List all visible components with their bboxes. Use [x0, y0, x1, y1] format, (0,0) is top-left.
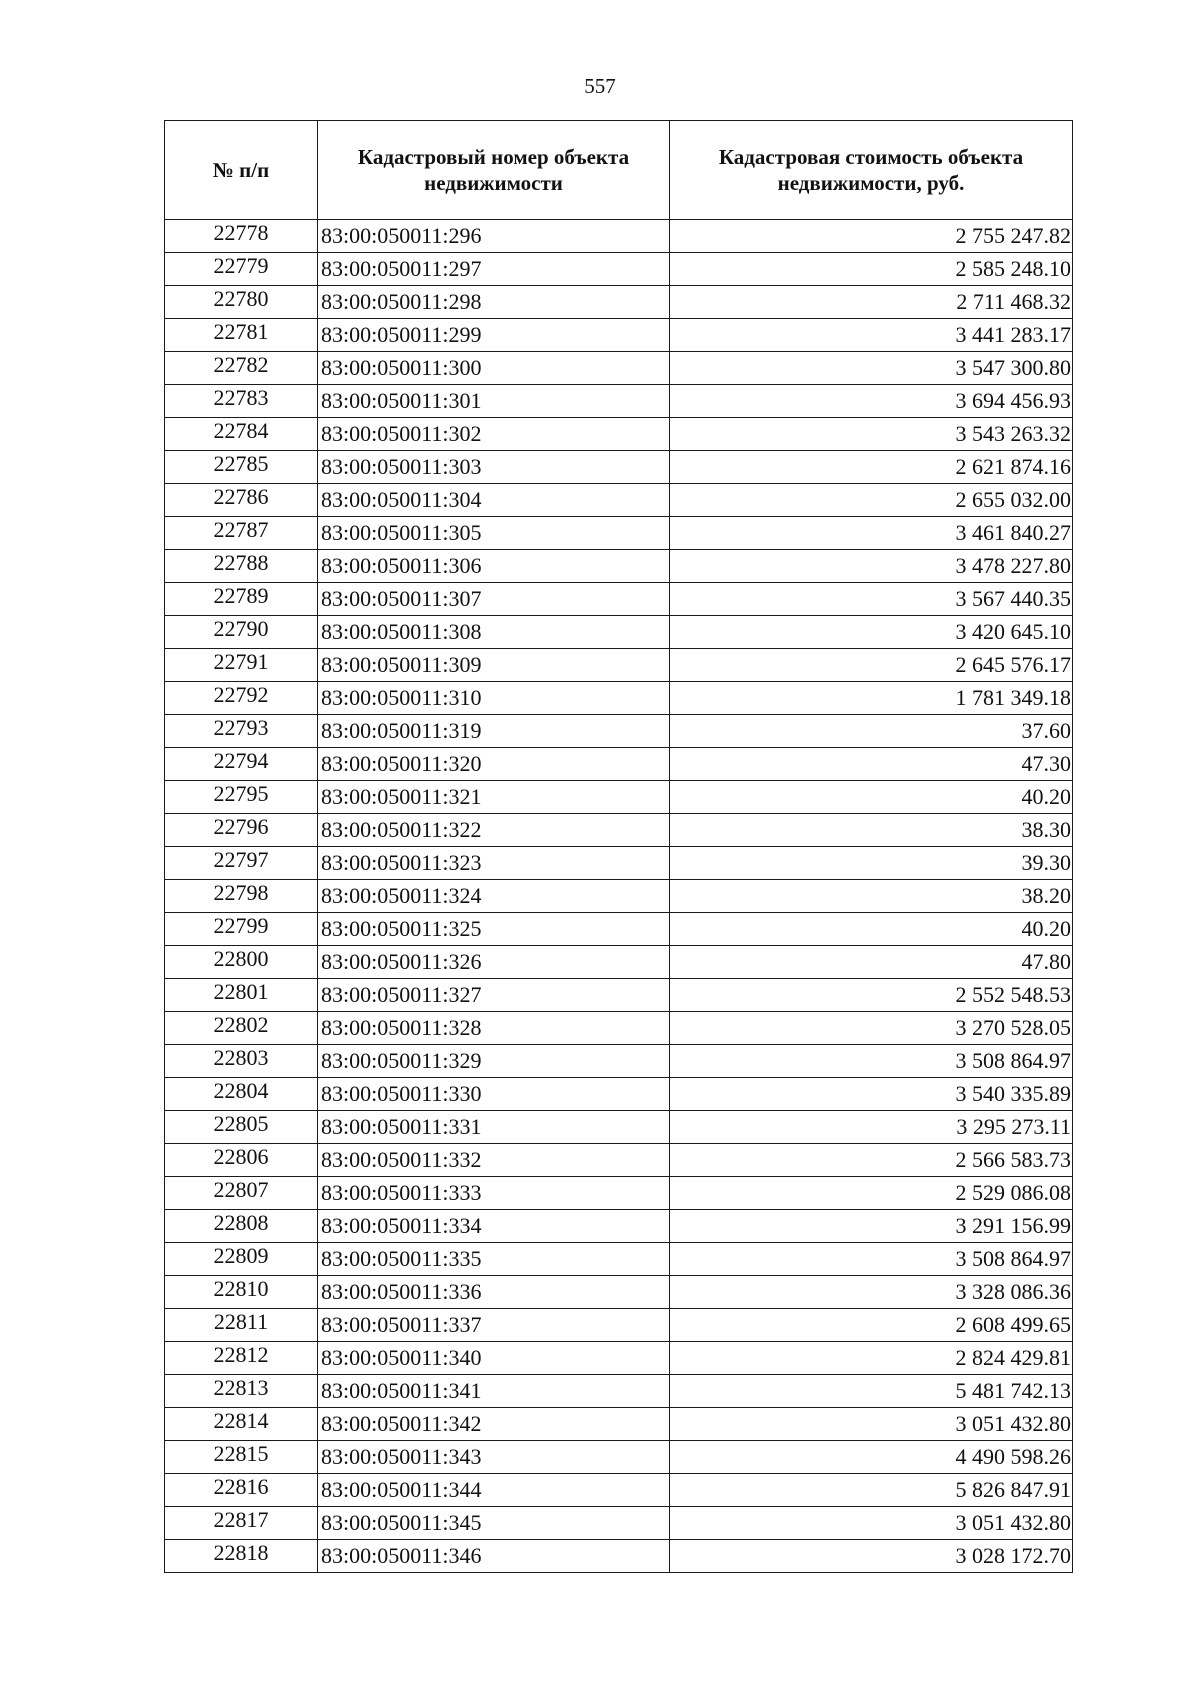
cadastral-value-cell: 40.20 — [670, 913, 1073, 946]
cadastral-value-cell: 3 295 273.11 — [670, 1111, 1073, 1144]
cadastral-number-cell: 83:00:050011:319 — [318, 715, 670, 748]
table-row — [165, 1177, 1073, 1210]
row-number-cell: 22817 — [165, 1507, 318, 1540]
cadastral-value-cell: 3 694 456.93 — [670, 385, 1073, 418]
cadastral-value-cell: 2 552 548.53 — [670, 979, 1073, 1012]
cadastral-number-cell: 83:00:050011:308 — [318, 616, 670, 649]
table-row — [165, 1408, 1073, 1441]
table-row — [165, 1441, 1073, 1474]
cadastral-number-cell: 83:00:050011:325 — [318, 913, 670, 946]
cadastral-value-cell: 3 270 528.05 — [670, 1012, 1073, 1045]
cadastral-value-cell: 3 051 432.80 — [670, 1507, 1073, 1540]
table-row — [165, 1375, 1073, 1408]
table-row — [165, 451, 1073, 484]
table-row — [165, 1243, 1073, 1276]
cadastral-value-cell: 5 826 847.91 — [670, 1474, 1073, 1507]
row-number-cell: 22809 — [165, 1243, 318, 1276]
cadastral-value-cell: 2 529 086.08 — [670, 1177, 1073, 1210]
cadastral-value-cell: 2 824 429.81 — [670, 1342, 1073, 1375]
cadastral-number-cell: 83:00:050011:309 — [318, 649, 670, 682]
table-row — [165, 781, 1073, 814]
row-number-cell: 22805 — [165, 1111, 318, 1144]
cadastral-number-cell: 83:00:050011:306 — [318, 550, 670, 583]
cadastral-number-cell: 83:00:050011:307 — [318, 583, 670, 616]
row-number-cell: 22813 — [165, 1375, 318, 1408]
table-body — [165, 220, 1073, 1573]
cadastral-number-cell: 83:00:050011:327 — [318, 979, 670, 1012]
cadastral-number-cell: 83:00:050011:333 — [318, 1177, 670, 1210]
table-row — [165, 1111, 1073, 1144]
row-number-cell: 22785 — [165, 451, 318, 484]
header-row-number: № п/п — [165, 121, 318, 220]
page-number: 557 — [584, 74, 616, 98]
table-row — [165, 583, 1073, 616]
row-number-cell: 22810 — [165, 1276, 318, 1309]
row-number-cell: 22786 — [165, 484, 318, 517]
cadastral-number-cell: 83:00:050011:302 — [318, 418, 670, 451]
cadastral-value-cell: 2 711 468.32 — [670, 286, 1073, 319]
row-number-cell: 22793 — [165, 715, 318, 748]
row-number-cell: 22807 — [165, 1177, 318, 1210]
table-row — [165, 1144, 1073, 1177]
row-number-cell: 22802 — [165, 1012, 318, 1045]
cadastral-value-cell: 4 490 598.26 — [670, 1441, 1073, 1474]
cadastral-number-cell: 83:00:050011:300 — [318, 352, 670, 385]
cadastral-value-cell: 2 621 874.16 — [670, 451, 1073, 484]
cadastral-value-cell: 3 028 172.70 — [670, 1540, 1073, 1573]
table-row — [165, 814, 1073, 847]
table-row — [165, 1309, 1073, 1342]
row-number-cell: 22797 — [165, 847, 318, 880]
row-number-cell: 22779 — [165, 253, 318, 286]
cadastral-value-cell: 3 478 227.80 — [670, 550, 1073, 583]
table-row — [165, 1276, 1073, 1309]
cadastral-value-cell: 3 461 840.27 — [670, 517, 1073, 550]
cadastral-number-cell: 83:00:050011:343 — [318, 1441, 670, 1474]
cadastral-value-cell: 2 585 248.10 — [670, 253, 1073, 286]
row-number-cell: 22798 — [165, 880, 318, 913]
cadastral-value-cell: 47.30 — [670, 748, 1073, 781]
row-number-cell: 22789 — [165, 583, 318, 616]
row-number-cell: 22792 — [165, 682, 318, 715]
cadastral-number-cell: 83:00:050011:334 — [318, 1210, 670, 1243]
cadastral-number-cell: 83:00:050011:323 — [318, 847, 670, 880]
table-row — [165, 319, 1073, 352]
cadastral-value-cell: 3 508 864.97 — [670, 1045, 1073, 1078]
cadastral-number-cell: 83:00:050011:331 — [318, 1111, 670, 1144]
table-row — [165, 1012, 1073, 1045]
cadastral-number-cell: 83:00:050011:335 — [318, 1243, 670, 1276]
cadastral-number-cell: 83:00:050011:344 — [318, 1474, 670, 1507]
row-number-cell: 22818 — [165, 1540, 318, 1573]
table-row — [165, 385, 1073, 418]
table-row — [165, 220, 1073, 253]
cadastral-number-cell: 83:00:050011:346 — [318, 1540, 670, 1573]
row-number-cell: 22795 — [165, 781, 318, 814]
cadastral-number-cell: 83:00:050011:336 — [318, 1276, 670, 1309]
cadastral-number-cell: 83:00:050011:305 — [318, 517, 670, 550]
row-number-cell: 22808 — [165, 1210, 318, 1243]
row-number-cell: 22782 — [165, 352, 318, 385]
table-header — [165, 121, 1073, 220]
table-row — [165, 352, 1073, 385]
row-number-cell: 22784 — [165, 418, 318, 451]
table-row — [165, 616, 1073, 649]
table-row — [165, 1078, 1073, 1111]
cadastral-value-table — [164, 120, 1073, 1573]
table-row — [165, 1540, 1073, 1573]
table-row — [165, 1342, 1073, 1375]
cadastral-value-cell: 2 566 583.73 — [670, 1144, 1073, 1177]
table-row — [165, 484, 1073, 517]
table-row — [165, 946, 1073, 979]
row-number-cell: 22815 — [165, 1441, 318, 1474]
row-number-cell: 22814 — [165, 1408, 318, 1441]
cadastral-value-cell: 3 328 086.36 — [670, 1276, 1073, 1309]
row-number-cell: 22803 — [165, 1045, 318, 1078]
table-row — [165, 550, 1073, 583]
cadastral-number-cell: 83:00:050011:324 — [318, 880, 670, 913]
table-row — [165, 847, 1073, 880]
table-row — [165, 418, 1073, 451]
cadastral-value-cell: 37.60 — [670, 715, 1073, 748]
cadastral-number-cell: 83:00:050011:321 — [318, 781, 670, 814]
cadastral-number-cell: 83:00:050011:340 — [318, 1342, 670, 1375]
cadastral-number-cell: 83:00:050011:328 — [318, 1012, 670, 1045]
cadastral-number-cell: 83:00:050011:326 — [318, 946, 670, 979]
table-row — [165, 748, 1073, 781]
cadastral-value-cell: 2 755 247.82 — [670, 220, 1073, 253]
cadastral-value-cell: 3 547 300.80 — [670, 352, 1073, 385]
cadastral-value-cell: 40.20 — [670, 781, 1073, 814]
cadastral-number-cell: 83:00:050011:320 — [318, 748, 670, 781]
cadastral-number-cell: 83:00:050011:296 — [318, 220, 670, 253]
cadastral-value-cell: 3 441 283.17 — [670, 319, 1073, 352]
cadastral-number-cell: 83:00:050011:330 — [318, 1078, 670, 1111]
row-number-cell: 22806 — [165, 1144, 318, 1177]
header-cadastral-number: Кадастровый номер объекта недвижимости — [318, 121, 670, 220]
row-number-cell: 22796 — [165, 814, 318, 847]
row-number-cell: 22811 — [165, 1309, 318, 1342]
table-row — [165, 715, 1073, 748]
table-row — [165, 979, 1073, 1012]
cadastral-number-cell: 83:00:050011:329 — [318, 1045, 670, 1078]
row-number-cell: 22804 — [165, 1078, 318, 1111]
table-row — [165, 913, 1073, 946]
table-row — [165, 649, 1073, 682]
cadastral-number-cell: 83:00:050011:299 — [318, 319, 670, 352]
table-row — [165, 517, 1073, 550]
table-row — [165, 682, 1073, 715]
cadastral-number-cell: 83:00:050011:301 — [318, 385, 670, 418]
row-number-cell: 22801 — [165, 979, 318, 1012]
row-number-cell: 22788 — [165, 550, 318, 583]
row-number-cell: 22794 — [165, 748, 318, 781]
table-row — [165, 1507, 1073, 1540]
row-number-cell: 22799 — [165, 913, 318, 946]
row-number-cell: 22787 — [165, 517, 318, 550]
cadastral-number-cell: 83:00:050011:310 — [318, 682, 670, 715]
header-row — [165, 121, 1073, 220]
row-number-cell: 22783 — [165, 385, 318, 418]
cadastral-number-cell: 83:00:050011:298 — [318, 286, 670, 319]
cadastral-number-cell: 83:00:050011:322 — [318, 814, 670, 847]
row-number-cell: 22791 — [165, 649, 318, 682]
cadastral-value-cell: 3 420 645.10 — [670, 616, 1073, 649]
cadastral-number-cell: 83:00:050011:337 — [318, 1309, 670, 1342]
cadastral-value-cell: 3 540 335.89 — [670, 1078, 1073, 1111]
row-number-cell: 22812 — [165, 1342, 318, 1375]
cadastral-value-cell: 3 543 263.32 — [670, 418, 1073, 451]
row-number-cell: 22816 — [165, 1474, 318, 1507]
row-number-cell: 22800 — [165, 946, 318, 979]
row-number-cell: 22781 — [165, 319, 318, 352]
table-row — [165, 253, 1073, 286]
table-row — [165, 1045, 1073, 1078]
cadastral-value-cell: 5 481 742.13 — [670, 1375, 1073, 1408]
cadastral-value-cell: 3 051 432.80 — [670, 1408, 1073, 1441]
row-number-cell: 22778 — [165, 220, 318, 253]
cadastral-value-cell: 38.30 — [670, 814, 1073, 847]
cadastral-value-cell: 2 608 499.65 — [670, 1309, 1073, 1342]
cadastral-value-cell: 2 655 032.00 — [670, 484, 1073, 517]
cadastral-value-cell: 3 291 156.99 — [670, 1210, 1073, 1243]
cadastral-number-cell: 83:00:050011:345 — [318, 1507, 670, 1540]
cadastral-value-cell: 39.30 — [670, 847, 1073, 880]
cadastral-value-cell: 47.80 — [670, 946, 1073, 979]
header-cadastral-value: Кадастровая стоимость объекта недвижимости, руб. — [670, 121, 1073, 220]
table-row — [165, 1210, 1073, 1243]
cadastral-number-cell: 83:00:050011:342 — [318, 1408, 670, 1441]
cadastral-number-cell: 83:00:050011:304 — [318, 484, 670, 517]
cadastral-value-cell: 1 781 349.18 — [670, 682, 1073, 715]
cadastral-value-cell: 3 567 440.35 — [670, 583, 1073, 616]
row-number-cell: 22790 — [165, 616, 318, 649]
cadastral-number-cell: 83:00:050011:332 — [318, 1144, 670, 1177]
table-row — [165, 1474, 1073, 1507]
table-row — [165, 286, 1073, 319]
cadastral-number-cell: 83:00:050011:341 — [318, 1375, 670, 1408]
cadastral-number-cell: 83:00:050011:303 — [318, 451, 670, 484]
cadastral-value-cell: 3 508 864.97 — [670, 1243, 1073, 1276]
row-number-cell: 22780 — [165, 286, 318, 319]
table-row — [165, 880, 1073, 913]
cadastral-value-cell: 2 645 576.17 — [670, 649, 1073, 682]
cadastral-number-cell: 83:00:050011:297 — [318, 253, 670, 286]
cadastral-value-cell: 38.20 — [670, 880, 1073, 913]
